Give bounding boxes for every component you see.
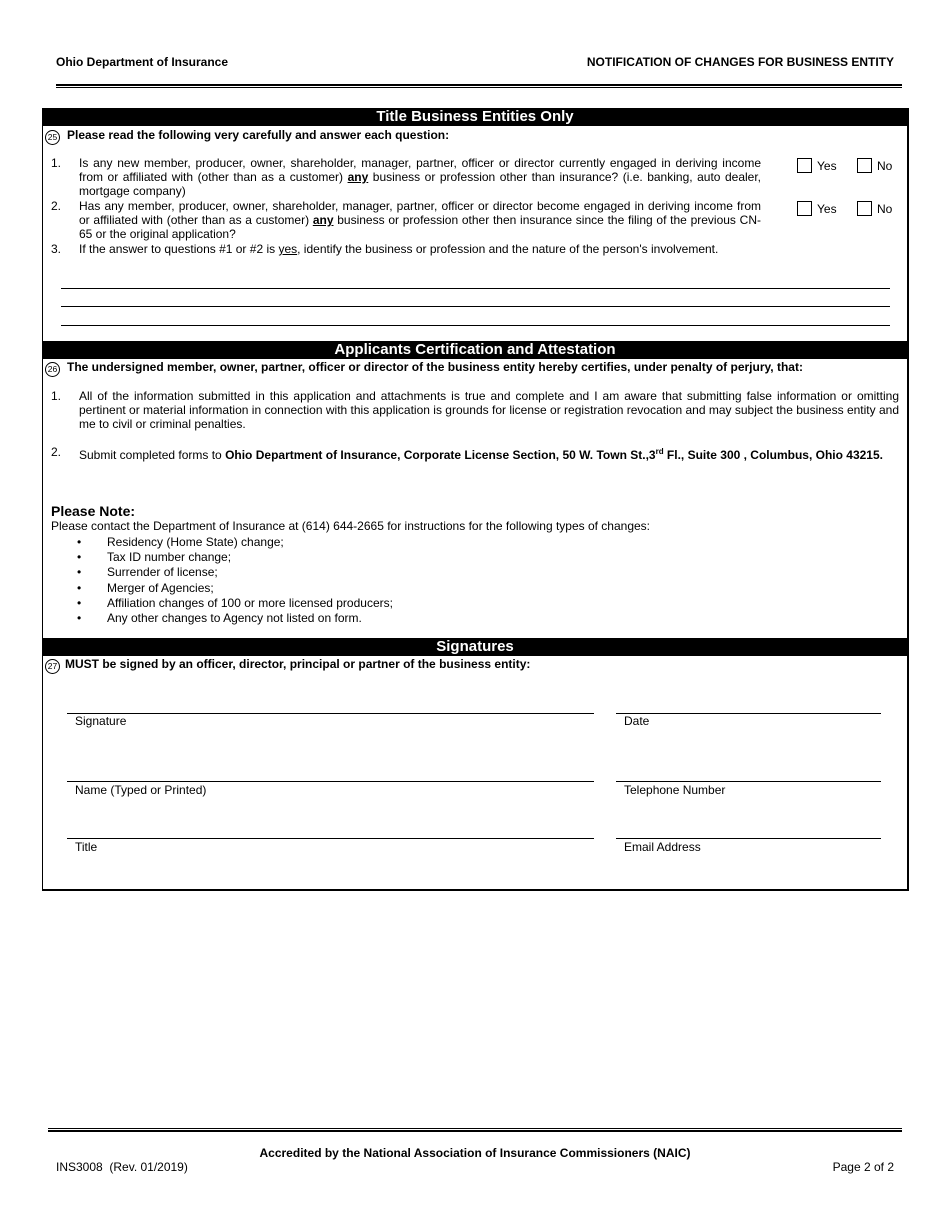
question-1-number: 1. (51, 156, 62, 170)
section-title-business-entities: Title Business Entities Only (43, 108, 907, 126)
header-agency: Ohio Department of Insurance (56, 55, 229, 69)
question-1-text-pre: Is any new member, producer, owner, shareholder, manager, partner, officer or director currently engaged in deriving income from or affiliated with (other than as a customer) (79, 156, 761, 184)
question-2-text (79, 199, 761, 241)
title-field[interactable] (67, 838, 594, 839)
question-number-badge: 26 (45, 362, 60, 377)
section-title-certification: Applicants Certification and Attestation (43, 341, 907, 359)
date-label: Date (624, 714, 650, 728)
q2-yes-label: Yes (817, 201, 837, 216)
question-3-text (79, 242, 899, 256)
section-title-signatures: Signatures (43, 638, 907, 656)
question-number-badge: 25 (45, 130, 60, 145)
certification-item-2-superscript: rd (655, 447, 664, 456)
q1-no-box[interactable] (857, 158, 872, 173)
q1-no-label: No (877, 158, 893, 173)
question-3-number: 3. (51, 242, 62, 256)
name-label: Name (Typed or Printed) (75, 783, 207, 797)
question-2-text-post: business or profession other then insurance since the filing of the previous CN-65 or the original application? (79, 213, 761, 241)
header-rule (56, 84, 902, 88)
question-1-text-post: business or profession other than insurance? (i.e. banking, auto dealer, mortgage company) (79, 170, 762, 198)
telephone-label: Telephone Number (624, 783, 726, 797)
answer-line-1[interactable] (61, 288, 890, 289)
certification-item-2-pre: Submit completed forms to (79, 448, 226, 462)
question-3-text-pre: If the answer to questions #1 or #2 is (79, 242, 279, 256)
certification-item-1-number: 1. (51, 389, 62, 403)
q2-no-box[interactable] (857, 201, 872, 216)
certification-item-2-text (79, 445, 899, 462)
list-item: • Residency (Home State) change; (77, 535, 393, 550)
question-3-text-post: , identify the business or profession and the nature of the person's involvement. (297, 242, 719, 256)
email-label: Email Address (624, 840, 701, 854)
list-item: • Affiliation changes of 100 or more licensed producers; (77, 596, 393, 611)
certification-item-2-number: 2. (51, 445, 62, 459)
answer-line-2[interactable] (61, 306, 890, 307)
certification-item-1-text: All of the information submitted in this application and attachments is true and complete and I am aware that submitting false information or omitting pertinent or material information in connection with this application is grounds for license or registration revocation and may subject the business entity and me to civil or criminal penalties. (79, 389, 899, 431)
section3-heading: MUST be signed by an officer, director, principal or partner of the business entity: (65, 657, 531, 671)
question-number-badge: 27 (45, 659, 60, 674)
question-1-emphasis: any (347, 170, 369, 184)
q2-no-label: No (877, 201, 893, 216)
certification-item-1 (51, 389, 899, 431)
question-2 (51, 199, 763, 241)
section1-heading: Please read the following very carefully and answer each question: (67, 128, 450, 142)
q1-yes-label: Yes (817, 158, 837, 173)
footer-accreditation: Accredited by the National Association of Insurance Commissioners (NAIC) (259, 1146, 691, 1160)
email-field[interactable] (616, 838, 881, 839)
form-body (42, 108, 909, 891)
list-item: • Tax ID number change; (77, 550, 393, 565)
answer-line-3[interactable] (61, 325, 890, 326)
list-item: • Any other changes to Agency not listed on form. (77, 611, 393, 626)
footer-page-number: Page 2 of 2 (832, 1160, 894, 1174)
q2-yes-checkbox[interactable] (797, 201, 837, 216)
title-label: Title (75, 840, 98, 854)
section2-heading: The undersigned member, owner, partner, officer or director of the business entity hereby certifies, under penalty of perjury, that: (67, 360, 803, 374)
q1-yes-box[interactable] (797, 158, 812, 173)
signature-field[interactable] (67, 713, 594, 714)
q2-yes-box[interactable] (797, 201, 812, 216)
change-types-list (77, 535, 393, 626)
q1-no-checkbox[interactable] (857, 158, 892, 173)
please-note-title: Please Note: (51, 503, 136, 519)
question-2-text-pre: Has any member, producer, owner, shareholder, manager, partner, officer or director become engaged in deriving income from or affiliated with (other than as a customer) (79, 199, 761, 227)
question-1 (51, 156, 763, 198)
signature-label: Signature (75, 714, 127, 728)
q1-yes-checkbox[interactable] (797, 158, 837, 173)
question-3 (51, 242, 901, 258)
question-1-text (79, 156, 761, 198)
please-note-intro: Please contact the Department of Insurance at (614) 644-2665 for instructions for the following types of changes: (51, 519, 651, 533)
question-2-emphasis: any (312, 213, 334, 227)
certification-item-2-address-part2: Fl., Suite 300 , Columbus, Ohio 43215. (663, 448, 883, 462)
question-2-number: 2. (51, 199, 62, 213)
list-item: • Merger of Agencies; (77, 581, 393, 596)
footer-form-id: INS3008 (Rev. 01/2019) (56, 1160, 188, 1174)
name-field[interactable] (67, 781, 594, 782)
certification-item-2-address-part1: Ohio Department of Insurance, Corporate License Section, 50 W. Town St.,3 (225, 448, 656, 462)
certification-item-2 (51, 445, 899, 462)
footer-rule (48, 1128, 902, 1132)
telephone-field[interactable] (616, 781, 881, 782)
q2-no-checkbox[interactable] (857, 201, 892, 216)
question-3-emphasis: yes (278, 242, 298, 256)
list-item: • Surrender of license; (77, 565, 393, 580)
header-form-title: NOTIFICATION OF CHANGES FOR BUSINESS ENTITY (586, 55, 894, 69)
date-field[interactable] (616, 713, 881, 714)
